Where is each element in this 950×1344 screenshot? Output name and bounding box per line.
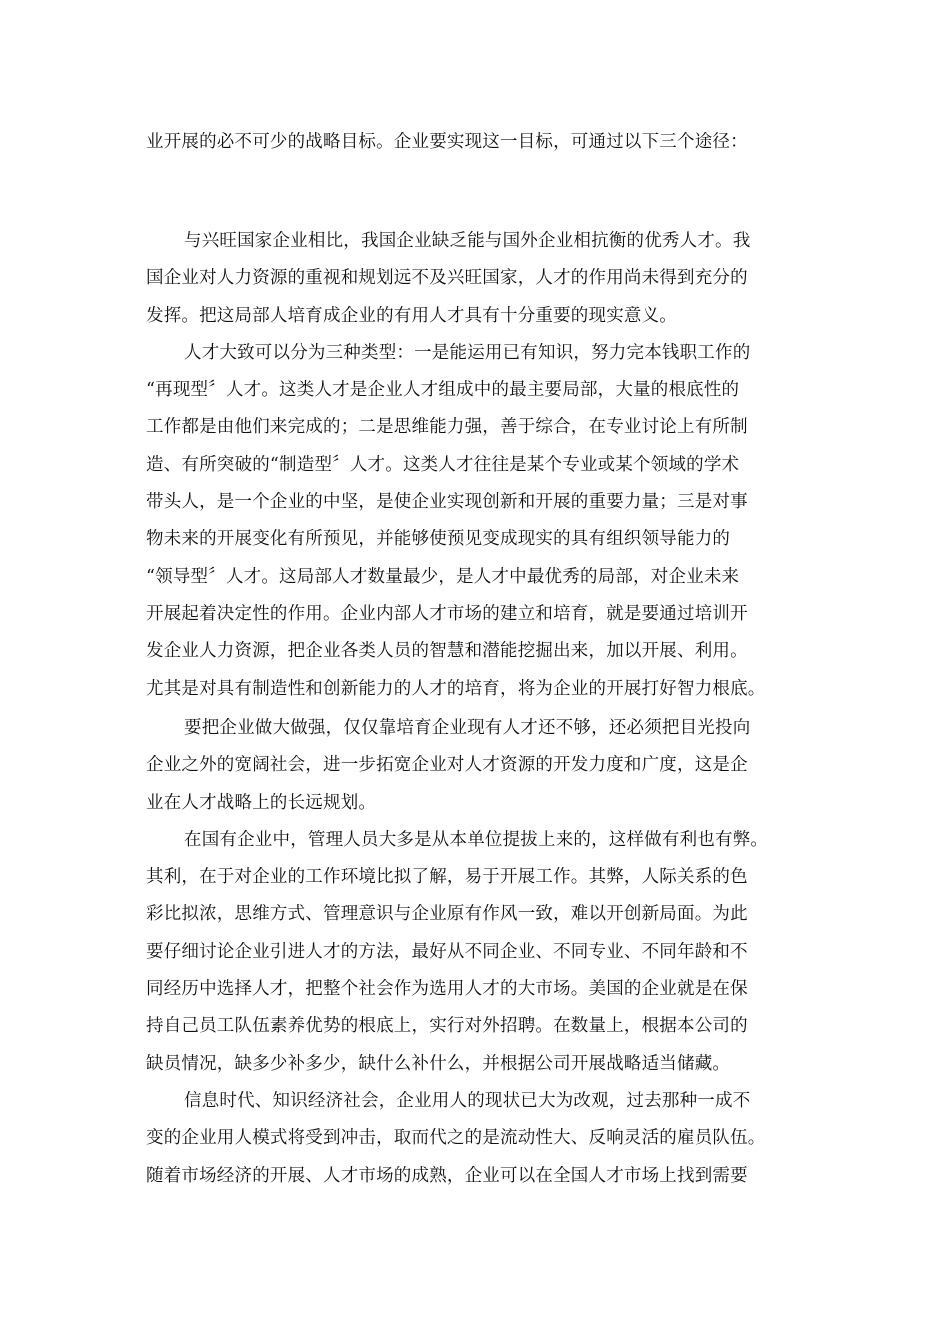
text-line: 变的企业用人模式将受到冲击，取而代之的是流动性大、反响灵活的雇员队伍。 [146,1128,766,1149]
paragraph [146,710,816,822]
text-line: 开展起着决定性的作用。企业内部人才市场的建立和培育，就是要通过培训开 [146,603,748,624]
paragraph [146,822,816,1083]
text-line: 企业之外的宽阔社会，进一步拓宽企业对人才资源的开发力度和广度，这是企 [146,755,748,776]
text-line: 发企业人力资源，把企业各类人员的智慧和潜能挖掘出来，加以开展、利用。 [146,641,748,662]
text-line: 随着市场经济的开展、人才市场的成熟，企业可以在全国人才市场上找到需要 [146,1165,748,1186]
paragraph [146,1083,816,1195]
section-talent-development [146,223,816,708]
paragraph [146,335,816,708]
text-line: 国企业对人力资源的重视和规划远不及兴旺国家，人才的作用尚未得到充分的 [146,268,748,289]
text-line: 发挥。把这局部人培育成企业的有用人才具有十分重要的现实意义。 [146,305,677,326]
text-line: 要把企业做大做强，仅仅靠培育企业现有人才还不够，还必须把目光投向 [184,718,751,738]
text-line: 人才大致可以分为三种类型：一是能运用已有知识，努力完本钱职工作的 [184,342,751,363]
text-line: 彩比拟浓，思维方式、管理意识与企业原有作风一致，难以开创新局面。为此 [146,904,748,925]
text-line: “领导型〞人才。这局部人才数量最少，是人才中最优秀的局部，对企业未来 [146,566,740,587]
text-line: 其利，在于对企业的工作环境比拟了解，易于开展工作。其弊，人际关系的色 [146,867,748,888]
text-line: 要仔细讨论企业引进人才的方法，最好从不同企业、不同专业、不同年龄和不 [146,941,748,962]
text-line: 缺员情况，缺多少补多少，缺什么补什么，并根据公司开展战略适当储藏。 [146,1053,731,1074]
text-line: 工作都是由他们来完成的；二是思维能力强，善于综合，在专业讨论上有所制 [146,417,748,438]
text-line: 带头人，是一个企业的中坚，是使企业实现创新和开展的重要力量；三是对事 [146,492,748,513]
text-line: 在国有企业中，管理人员大多是从本单位提拔上来的，这样做有利也有弊。 [184,829,769,850]
text-line: 业在人才战略上的长远规划。 [146,792,377,813]
text-line: 持自己员工队伍素养优势的根底上，实行对外招聘。在数量上，根据本公司的 [146,1016,748,1037]
text-line: 尤其是对具有制造性和创新能力的人才的培育，将为企业的开展打好智力根底。 [146,678,766,699]
text-line: “再现型〞人才。这类人才是企业人才组成中的最主要局部，大量的根底性的 [146,380,740,401]
text-line: 业开展的必不可少的战略目标。企业要实现这一目标，可通过以下三个途径： [146,132,748,152]
section-talent-recruitment [146,710,816,1195]
text-line: 与兴旺国家企业相比，我国企业缺乏能与国外企业相抗衡的优秀人才。我 [184,231,751,251]
text-line: 造、有所突破的“制造型〞人才。这类人才往往是某个专业或某个领域的学术 [146,454,740,475]
text-line: 信息时代、知识经济社会，企业用人的现状已大为改观，过去那种一成不 [184,1090,751,1111]
text-line: 同经历中选择人才，把整个社会作为选用人才的大市场。美国的企业就是在保 [146,979,748,1000]
paragraph-continuation [146,124,816,161]
paragraph [146,223,816,335]
text-line: 物未来的开展变化有所预见，并能够使预见变成现实的具有组织领导能力的 [146,529,731,550]
